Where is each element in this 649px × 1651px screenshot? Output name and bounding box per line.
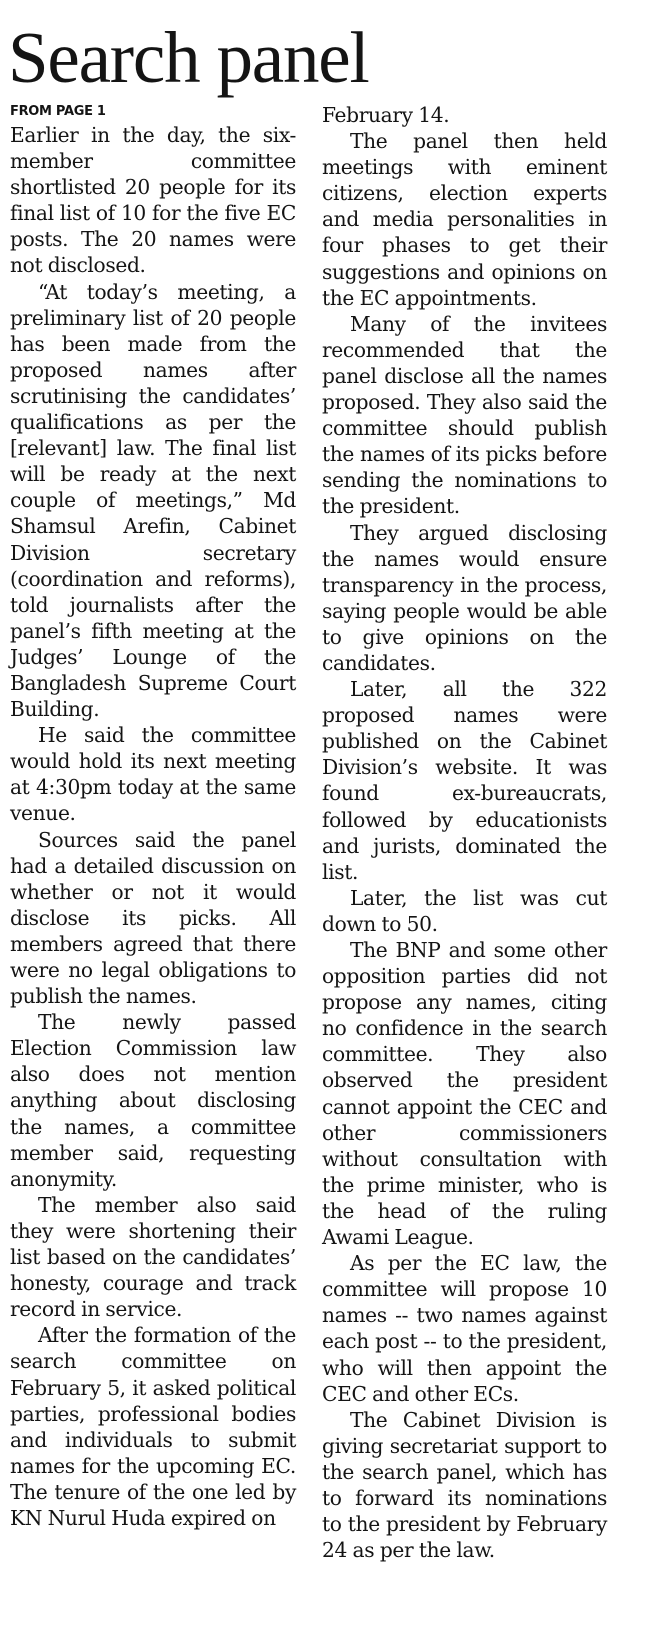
article-paragraph: The BNP and some other opposition parties did not propose any names, citing no confidence in the search committee. They also observed the president cannot appoint the CEC and other commissioners without consultation with the prime minister, who is the head of the ruling Awami League. <box>322 938 607 1250</box>
article-headline: Search panel <box>8 17 369 98</box>
article-paragraph: The newly passed Election Commission law also does not mention anything about disclosing the names, a committee member said, requesting anonymity. <box>10 1010 296 1191</box>
article-paragraph: The member also said they were shortening their list based on the candidates’ honesty, courage and track record in service. <box>10 1192 296 1322</box>
article-paragraph: After the formation of the search committee on February 5, it asked political parties, professional bodies and individuals to submit names for the upcoming EC. The tenure of the one led by KN Nurul Huda expired on <box>10 1323 296 1530</box>
article-paragraph: He said the committee would hold its next meeting at 4:30pm today at the same venue. <box>10 723 296 826</box>
article-paragraph: The panel then held meetings with eminent citizens, election experts and media personalities in four phases to get their suggestions and opinions on the EC appointments. <box>322 129 607 310</box>
article-paragraph: Later, the list was cut down to 50. <box>322 885 607 936</box>
article-paragraph: Later, all the 322 proposed names were published on the Cabinet Division’s website. It was found ex-bureaucrats, followed by educationists and jurists, dominated the list. <box>322 677 607 884</box>
jump-line-kicker: FROM PAGE 1 <box>10 104 106 119</box>
article-paragraph-continued: February 14. <box>322 103 450 127</box>
article-paragraph: Sources said the panel had a detailed discussion on whether or not it would disclose its picks. All members agreed that there were no legal obligations to publish the names. <box>10 827 296 1009</box>
article-paragraph: Many of the invitees recommended that the panel disclose all the names proposed. They also said the committee should publish the names of its picks before sending the nominations to the president. <box>322 311 607 519</box>
article-paragraph: “At today’s meeting, a preliminary list of 20 people has been made from the proposed names after scrutinising the candidates’ qualifications as per the [relevant] law. The final list will be ready at the next couple of meetings,” Md Shamsul Arefin, Cabinet Division secretary (coordination and reforms), told journalists after the panel’s fifth meeting at the Judges’ Lounge of the Bangladesh Supreme Court Building. <box>10 279 296 722</box>
article-column-left <box>10 102 296 1531</box>
article-paragraph: Earlier in the day, the six-member committee shortlisted 20 people for its final list of 10 for the five EC posts. The 20 names were not disclosed. <box>10 123 296 278</box>
article-paragraph: The Cabinet Division is giving secretariat support to the search panel, which has to forward its nominations to the president by February 24 as per the law. <box>322 1407 607 1563</box>
article-paragraph: As per the EC law, the committee will propose 10 names -- two names against each post -- to the president, who will then appoint the CEC and other ECs. <box>322 1251 607 1406</box>
article-paragraph: They argued disclosing the names would ensure transparency in the process, saying people would be able to give opinions on the candidates. <box>322 520 607 675</box>
article-column-right <box>322 102 607 1563</box>
